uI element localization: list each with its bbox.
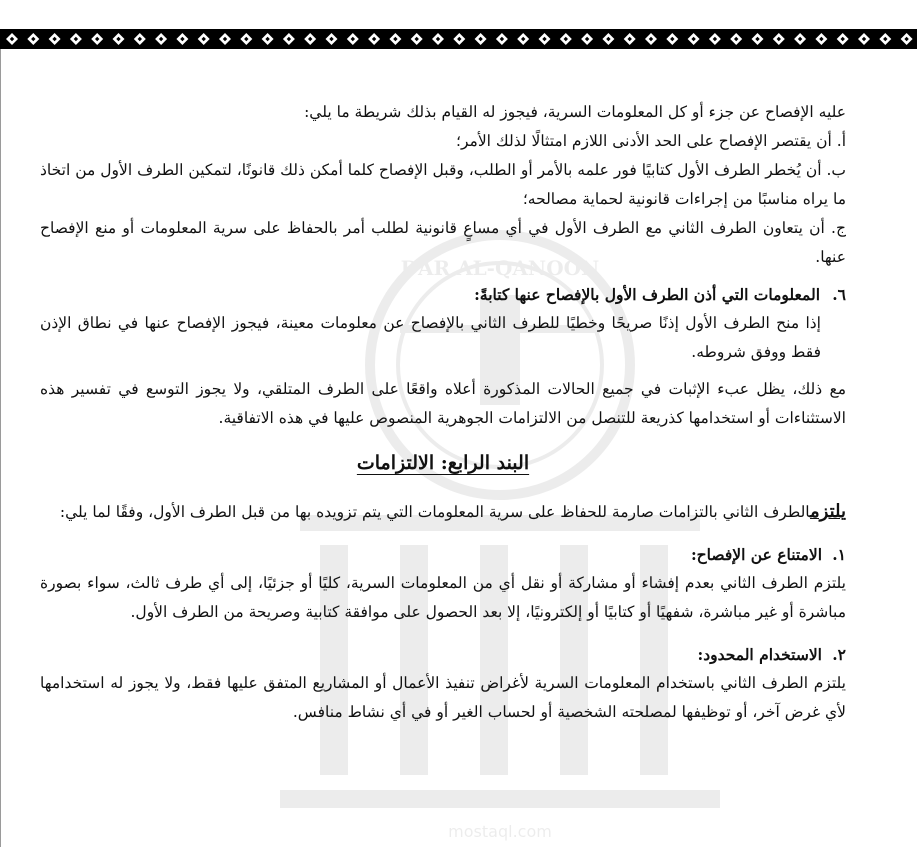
obligation-2-body: يلتزم الطرف الثاني باستخدام المعلومات السرية لأغراض تنفيذ الأعمال أو المشاريع المتفق عليها فقط، ولا يجوز له استخدامها لأي غرض آخر، أو توظيفها لمصلحته الشخصية أو لحساب الغير أو في أي نشاط منافس.	[40, 674, 846, 721]
paragraph-condition-intro: عليه الإفصاح عن جزء أو كل المعلومات السرية، فيجوز له القيام بذلك شريطة ما يلي:	[304, 103, 846, 121]
obligation-2-number: ٢.	[832, 645, 846, 664]
obligation-1-heading	[40, 540, 846, 569]
page-edge	[0, 49, 1, 847]
intro-lead-word: يلتزم	[810, 501, 846, 522]
item-6-body: إذا منح الطرف الأول إذنًا صريحًا وخطيًا للطرف الثاني بالإفصاح عن معلومات معينة، فيجوز الإفصاح عنها في نطاق الإذن فقط ووفق شروطه.	[40, 314, 821, 361]
section-heading: البند الرابع: الالتزامات	[356, 452, 530, 474]
paragraph-burden-of-proof: مع ذلك، يظل عبء الإثبات في جميع الحالات المذكورة أعلاه واقعًا على الطرف المتلقي، ولا يجوز التوسع في تفسير هذه الاستثناءات أو استخدامها كذريعة للتنصل من الالتزامات الجوهرية المنصوص عليها في هذه الاتفاقية.	[40, 380, 846, 427]
watermark-site: mostaql.com	[448, 822, 552, 841]
item-6-title: المعلومات التي أذن الطرف الأول بالإفصاح عنها كتابةً:	[474, 285, 820, 304]
obligation-1-number: ١.	[832, 545, 846, 564]
obligation-1-title: الامتناع عن الإفصاح:	[690, 545, 822, 564]
watermark-title: DAR AL-QANOON	[400, 256, 600, 280]
item-6-number: ٦.	[832, 285, 846, 304]
obligation-2-title: الاستخدام المحدود:	[697, 645, 822, 664]
intro-text: الطرف الثاني بالتزامات صارمة للحفاظ على سرية المعلومات التي يتم تزويده بها من قبل الطرف الأول، وفقًا لما يلي:	[59, 503, 811, 521]
document-body	[40, 98, 846, 727]
obligation-2-heading	[40, 640, 846, 669]
decorative-diamond-border	[0, 29, 917, 49]
obligation-1-body: يلتزم الطرف الثاني بعدم إفشاء أو مشاركة أو نقل أي من المعلومات السرية، كليًا أو جزئيًا، إلى أي طرف ثالث، سواء بصورة مباشرة أو غير مباشرة، شفهيًا أو كتابيًا أو إلكترونيًا، إلا بعد الحصول على موافقة كتابية وصريحة من الطرف الأول.	[40, 574, 846, 621]
paragraph-obligations-intro	[40, 497, 846, 527]
paragraph-condition-a: أ. أن يقتصر الإفصاح على الحد الأدنى اللازم امتثالًا لذلك الأمر؛	[456, 132, 846, 150]
diamond-pattern	[0, 29, 917, 49]
item-6-heading	[40, 280, 846, 309]
paragraph-condition-c: ج. أن يتعاون الطرف الثاني مع الطرف الأول في أي مساعٍ قانونية لطلب أمر بالحفاظ على سرية المعلومات أو منع الإفصاح عنها.	[40, 219, 846, 266]
paragraph-condition-b: ب. أن يُخطر الطرف الأول كتابيًا فور علمه بالأمر أو الطلب، وقبل الإفصاح كلما أمكن ذلك قانونًا، لتمكين الطرف الأول من اتخاذ ما يراه مناسبًا من إجراءات قانونية لحماية مصالحه؛	[40, 161, 846, 208]
